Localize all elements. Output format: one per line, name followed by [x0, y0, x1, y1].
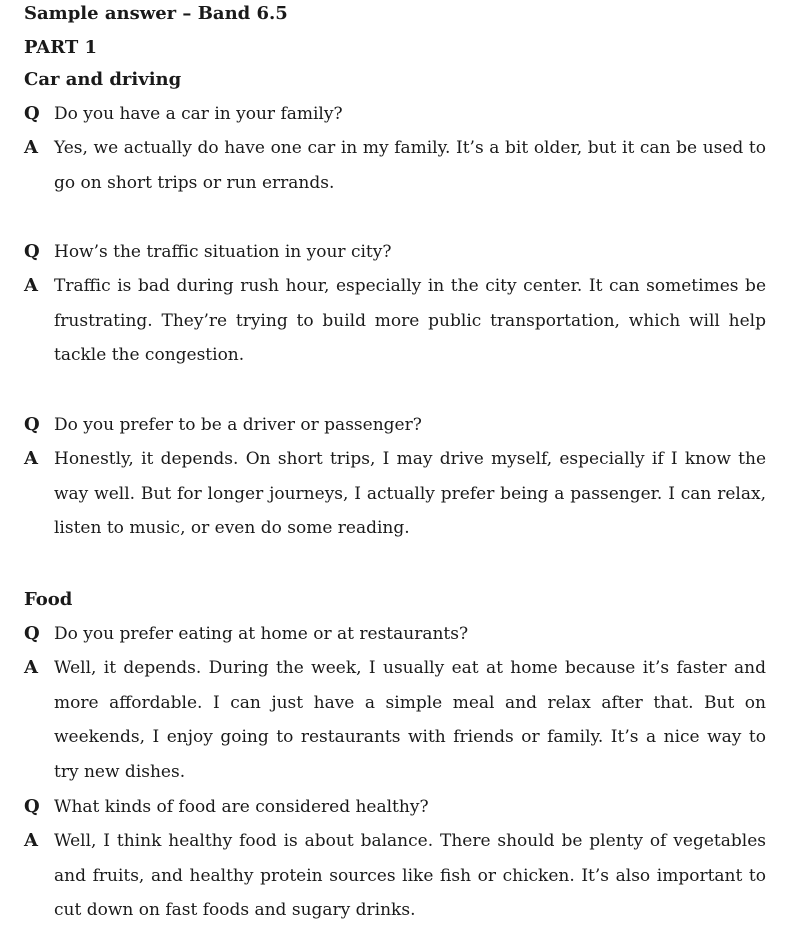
answer-marker: A — [24, 137, 38, 158]
question-text: What kinds of food are considered healthy? — [54, 797, 429, 817]
document-title: Sample answer – Band 6.5 — [24, 3, 288, 24]
question-marker: Q — [24, 103, 40, 124]
answer-text: Traffic is bad during rush hour, especially in the city center. It can sometimes be frustrating. They’re trying to build more public transportation, which will help tackle the congestion. — [54, 276, 766, 365]
answer-text: Honestly, it depends. On short trips, I may drive myself, especially if I know the way well. But for longer journeys, I actually prefer being a passenger. I can relax, listen to music, or even do some reading. — [54, 449, 766, 538]
answer-marker: A — [24, 657, 38, 678]
qa-item — [24, 790, 766, 928]
section-heading-car-and-driving: Car and driving — [24, 69, 182, 90]
part-heading: PART 1 — [24, 37, 98, 58]
question-marker: Q — [24, 241, 40, 262]
answer-text: Yes, we actually do have one car in my family. It’s a bit older, but it can be used to go on short trips or run errands. — [54, 138, 766, 193]
question-text: How’s the traffic situation in your city? — [54, 242, 392, 262]
qa-item — [24, 408, 766, 546]
answer-text: Well, it depends. During the week, I usually eat at home because it’s faster and more affordable. I can just have a simple meal and relax after that. But on weekends, I enjoy going to restaurants with friends or family. It’s a nice way to try new dishes. — [54, 658, 766, 782]
question-text: Do you have a car in your family? — [54, 104, 343, 124]
question-text: Do you prefer to be a driver or passenger? — [54, 415, 422, 435]
answer-marker: A — [24, 275, 38, 296]
qa-item — [24, 97, 766, 200]
qa-item — [24, 235, 766, 373]
answer-text: Well, I think healthy food is about balance. There should be plenty of vegetables and fruits, and healthy protein sources like fish or chicken. It’s also important to cut down on fast foods and sugary drinks. — [54, 831, 766, 920]
section-heading-food: Food — [24, 589, 73, 610]
answer-marker: A — [24, 830, 38, 851]
question-text: Do you prefer eating at home or at restaurants? — [54, 624, 469, 644]
question-marker: Q — [24, 623, 40, 644]
question-marker: Q — [24, 414, 40, 435]
answer-marker: A — [24, 448, 38, 469]
question-marker: Q — [24, 796, 40, 817]
qa-item — [24, 617, 766, 789]
